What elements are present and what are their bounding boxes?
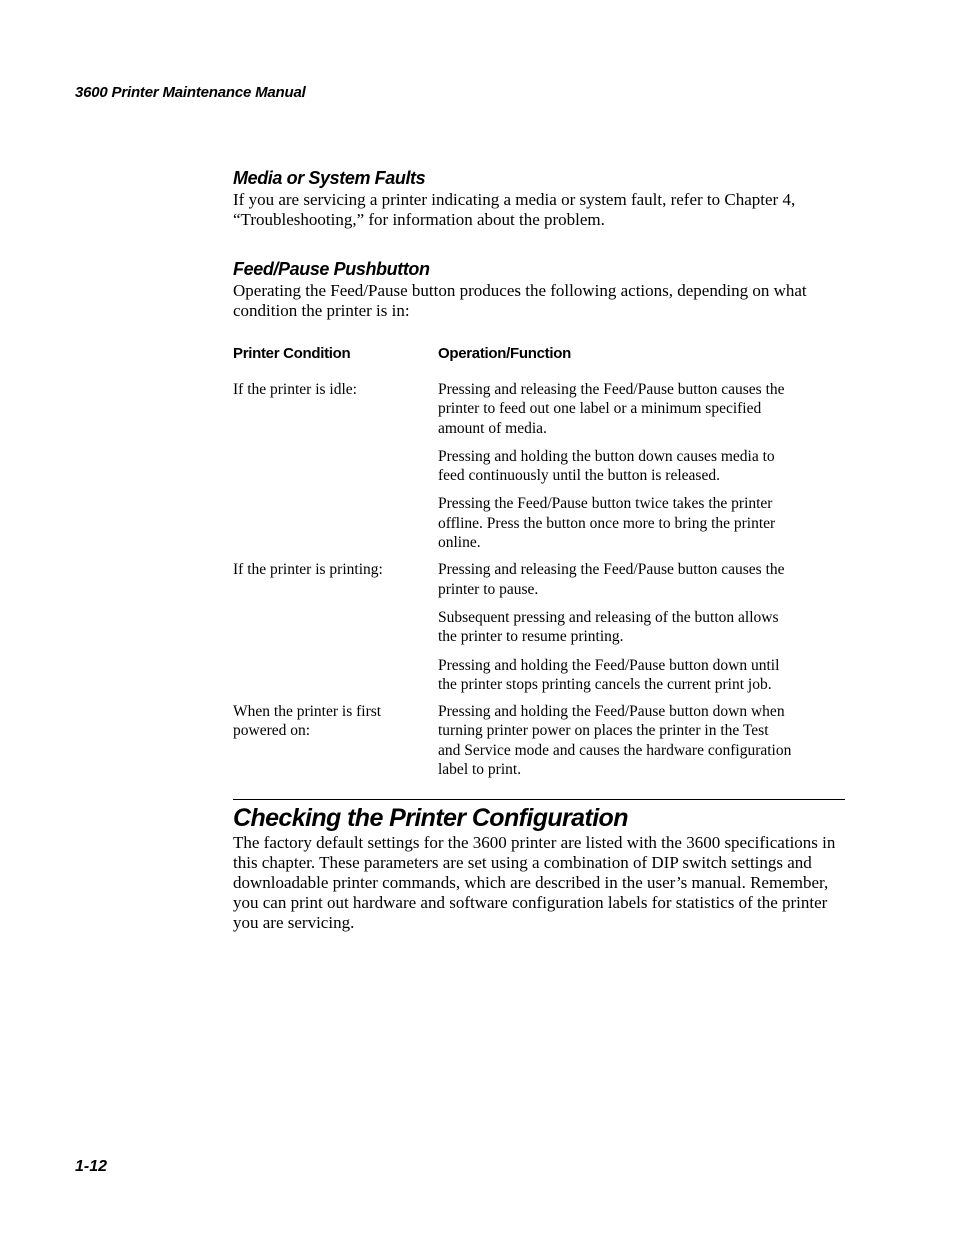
section-media-faults [233, 166, 845, 230]
table-header-row [233, 345, 793, 372]
checking-config-heading: Checking the Printer Configuration [233, 804, 628, 833]
section-feed-pause [233, 257, 845, 779]
feed-pause-table [233, 345, 793, 779]
running-header: 3600 Printer Maintenance Manual [75, 84, 306, 101]
header-printer-condition: Printer Condition [233, 345, 351, 362]
function-text: Pressing and holding the Feed/Pause button down when turning printer power on places the printer in the Test and Service mode and causes the hardware configuration label to print. [438, 703, 792, 779]
condition-cell: When the printer is first powered on: [233, 703, 382, 740]
media-faults-heading: Media or System Faults [233, 168, 426, 188]
function-text: Pressing and releasing the Feed/Pause button causes the printer to pause. [438, 561, 785, 598]
function-text: Pressing the Feed/Pause button twice takes the printer offline. Press the button once more to bring the printer online. [438, 495, 776, 552]
table-row [233, 372, 793, 552]
page-content [233, 166, 845, 933]
page-number: 1-12 [75, 1158, 108, 1175]
section-checking-configuration [233, 803, 845, 933]
condition-cell: If the printer is printing: [233, 561, 383, 579]
function-text: Pressing and holding the Feed/Pause button down until the printer stops printing cancels the current print job. [438, 656, 780, 693]
feed-pause-heading: Feed/Pause Pushbutton [233, 259, 430, 279]
condition-cell: If the printer is idle: [233, 381, 357, 398]
table-row [233, 552, 793, 694]
function-cell [438, 694, 793, 779]
table-row [233, 694, 793, 779]
function-text: Subsequent pressing and releasing of the button allows the printer to resume printing. [438, 608, 779, 646]
function-cell [438, 552, 793, 694]
header-operation-function: Operation/Function [438, 345, 571, 362]
feed-pause-body: Operating the Feed/Pause button produces the following actions, depending on what condition the printer is in: [233, 281, 807, 320]
section-divider [233, 799, 845, 800]
function-text: Pressing and holding the button down causes media to feed continuously until the button is released. [438, 447, 775, 485]
function-cell [438, 372, 793, 552]
checking-config-body: The factory default settings for the 3600 printer are listed with the 3600 specifications in this chapter. These parameters are set using a combination of DIP switch settings and downloadable printer commands, which are described in the user’s manual. Remember, you can print out hardware and software configuration labels for statistics of the printer you are servicing. [233, 833, 836, 933]
media-faults-body: If you are servicing a printer indicating a media or system fault, refer to Chapter 4, “Troubleshooting,” for information about the problem. [233, 190, 796, 229]
function-text: Pressing and releasing the Feed/Pause button causes the printer to feed out one label or a minimum specified amount of media. [438, 381, 785, 437]
